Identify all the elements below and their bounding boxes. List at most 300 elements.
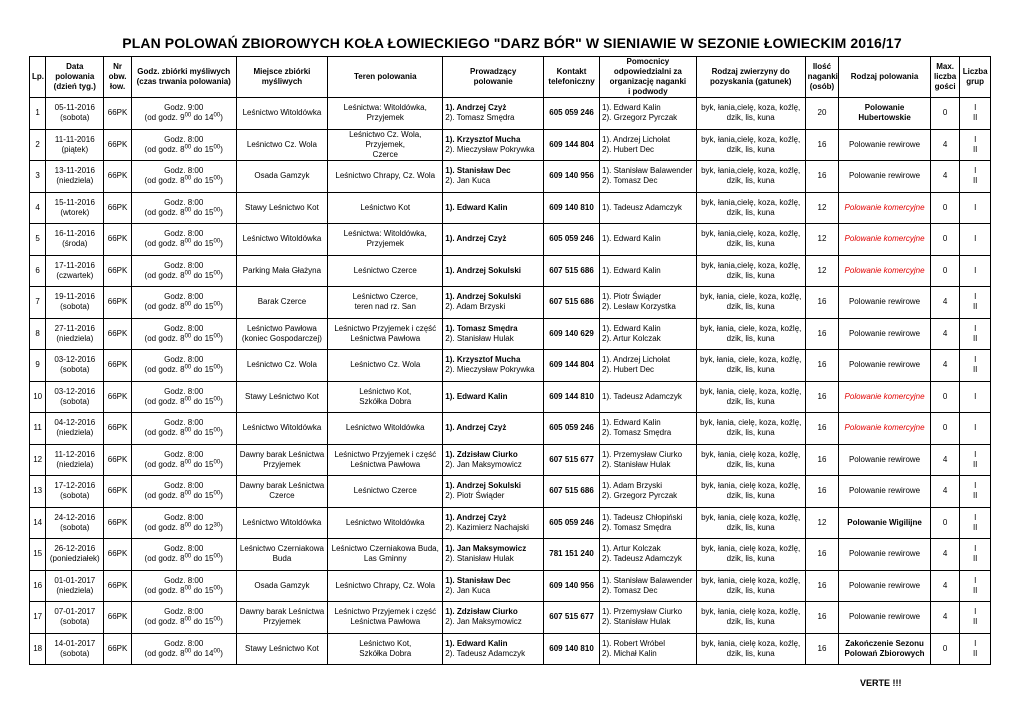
godz-range: (od godz. $8^{00}$ do $15^{00}$) — [144, 459, 223, 469]
cell-max-gosci: 0 — [930, 381, 960, 413]
cell-teren: Leśnictwo Przyjemek i część Leśnictwa Pawłowa — [328, 318, 443, 350]
godz-range: (od godz. $8^{00}$ do $15^{00}$) — [144, 144, 223, 154]
to-hour: 15 — [204, 302, 214, 312]
cell-pomocnicy — [600, 570, 697, 602]
table-row — [30, 318, 991, 350]
cell-godz — [131, 507, 236, 539]
cell-pomocnicy — [600, 287, 697, 319]
from-hour: 8 — [180, 491, 185, 501]
cell-nr: 66PK — [104, 476, 131, 508]
pomocnik-1: 1). Artur Kolczak — [602, 544, 661, 554]
cell-godz — [131, 539, 236, 571]
cell-nr: 66PK — [104, 287, 131, 319]
prowadzacy-1: 1). Krzysztof Mucha — [445, 355, 521, 365]
cell-liczba-grup: I II — [960, 476, 991, 508]
to-min: 00 — [213, 648, 221, 655]
pomocnik-2: 2). Grzegorz Pyrczak — [602, 113, 678, 123]
cell-lp: 8 — [30, 318, 46, 350]
to-hour: 15 — [204, 365, 214, 375]
cell-liczba-grup: I II — [960, 318, 991, 350]
header-rodzaj: Rodzaj polowania — [839, 57, 931, 98]
godz-range: (od godz. $8^{00}$ do $15^{00}$) — [144, 364, 223, 375]
day-text: (środa) — [62, 239, 88, 249]
cell-teren: Leśnictwa: Witoldówka, Przyjemek — [328, 98, 443, 130]
cell-miejsce: Leśnictwo Witoldówka — [236, 413, 328, 445]
from-min: 00 — [184, 144, 192, 151]
cell-max-gosci: 4 — [930, 129, 960, 161]
godz-range: (od godz. $8^{00}$ do $15^{00}$) — [144, 333, 223, 343]
prowadzacy-2: 2). Adam Brzyski — [445, 302, 506, 312]
cell-date — [46, 255, 104, 287]
cell-lp: 1 — [30, 98, 46, 130]
header-godz: Godz. zbiórki myśliwych (czas trwania polowania) — [131, 57, 236, 98]
pomocnik-1: 1). Tadeusz Adamczyk — [602, 391, 682, 401]
prowadzacy-2: 2). Mieczysław Pokrywka — [445, 144, 535, 154]
cell-lp: 14 — [30, 507, 46, 539]
prowadzacy-2: 2). Jan Maksymowicz — [445, 617, 522, 627]
prowadzacy-1: 1). Krzysztof Mucha — [445, 134, 521, 144]
cell-date — [46, 413, 104, 445]
pomocnik-2: 2). Lesław Korzystka — [602, 302, 676, 312]
cell-rodzaj: Polowanie rewirowe — [839, 444, 931, 476]
cell-nr: 66PK — [104, 350, 131, 382]
cell-rodzaj: Polowanie Wigilijne — [839, 507, 931, 539]
cell-teren: Leśnictwo Przyjemek i część Leśnictwa Pawłowa — [328, 444, 443, 476]
cell-rodzaj: Polowanie komercyjne — [839, 192, 931, 224]
to-hour: 15 — [204, 585, 214, 595]
cell-max-gosci: 4 — [930, 318, 960, 350]
date-text: 24-12-2016 — [54, 512, 96, 522]
day-text: (niedziela) — [56, 459, 94, 469]
to-min: 00 — [213, 616, 221, 623]
cell-lp: 7 — [30, 287, 46, 319]
cell-nr: 66PK — [104, 539, 131, 571]
cell-naganka: 16 — [805, 444, 839, 476]
pomocnik-2: 2). Grzegorz Pyrczak — [602, 491, 678, 501]
cell-miejsce: Stawy Leśnictwo Kot — [236, 381, 328, 413]
cell-liczba-grup: I II — [960, 129, 991, 161]
pomocnik-1: 1). Przemysław Ciurko — [602, 449, 683, 459]
cell-telefon: 605 059 246 — [544, 98, 600, 130]
cell-godz — [131, 161, 236, 193]
godz-range: (od godz. $8^{00}$ do $15^{00}$) — [144, 553, 223, 564]
cell-telefon: 605 059 246 — [544, 413, 600, 445]
from-hour: 8 — [180, 365, 185, 375]
cell-miejsce: Parking Mała Głażyna — [236, 255, 328, 287]
pomocnik-1: 1). Tadeusz Chłopiński — [602, 512, 683, 522]
pomocnik-2: 2). Stanisław Hulak — [602, 459, 671, 469]
cell-date — [46, 98, 104, 130]
godz-range: (od godz. $8^{00}$ do $12^{30}$) — [144, 522, 223, 532]
prowadzacy-1: 1). Andrzej Sokulski — [445, 292, 521, 302]
cell-liczba-grup: I — [960, 224, 991, 256]
cell-nr: 66PK — [104, 444, 131, 476]
cell-zwierzyna: byk, łania,cielę, koza, koźlę, dzik, lis, kuna — [696, 255, 805, 287]
cell-liczba-grup: I — [960, 255, 991, 287]
godz-range: (od godz. $8^{00}$ do $15^{00}$) — [144, 175, 223, 186]
prowadzacy-2: 2). Piotr Świąder — [445, 491, 505, 501]
cell-prowadzacy — [443, 476, 544, 508]
cell-telefon: 609 144 804 — [544, 350, 600, 382]
cell-rodzaj: Polowanie komercyjne — [839, 255, 931, 287]
cell-teren: Leśnictwo Chrapy, Cz. Wola — [328, 161, 443, 193]
cell-prowadzacy — [443, 318, 544, 350]
to-hour: 15 — [204, 207, 214, 217]
from-hour: 8 — [180, 554, 185, 564]
pomocnik-1: 1). Stanisław Balawender — [602, 575, 693, 585]
cell-rodzaj: Polowanie komercyjne — [839, 413, 931, 445]
header-teren: Teren polowania — [328, 57, 443, 98]
cell-date — [46, 570, 104, 602]
to-hour: 15 — [204, 176, 214, 186]
cell-rodzaj: Zakończenie Sezonu Polowań Zbiorowych — [839, 633, 931, 665]
cell-zwierzyna: byk, łania,cielę, koza, koźlę, dzik, lis, kuna — [696, 161, 805, 193]
cell-naganka: 16 — [805, 476, 839, 508]
cell-godz — [131, 318, 236, 350]
cell-nr: 66PK — [104, 570, 131, 602]
header-max-gosci: Max. liczba gości — [930, 57, 960, 98]
prowadzacy-1: 1). Andrzej Sokulski — [445, 481, 521, 491]
godz-text: Godz. 8:00 — [164, 575, 204, 585]
pomocnik-1: 1). Edward Kalin — [602, 234, 661, 244]
from-hour: 8 — [180, 648, 185, 658]
cell-zwierzyna: byk, łania, cielę koza, koźlę, dzik, lis, kuna — [696, 602, 805, 634]
cell-nr: 66PK — [104, 381, 131, 413]
table-row — [30, 444, 991, 476]
cell-godz — [131, 192, 236, 224]
cell-miejsce: Leśnictwo Cz. Wola — [236, 129, 328, 161]
table-row — [30, 98, 991, 130]
cell-teren: Leśnictwo Chrapy, Cz. Wola — [328, 570, 443, 602]
prowadzacy-1: 1). Andrzej Sokulski — [445, 265, 521, 275]
cell-pomocnicy — [600, 98, 697, 130]
cell-telefon: 607 515 686 — [544, 255, 600, 287]
date-text: 07-01-2017 — [54, 607, 96, 617]
to-hour: 15 — [204, 144, 214, 154]
godz-text: Godz. 8:00 — [164, 638, 204, 648]
day-text: (niedziela) — [56, 333, 94, 343]
pomocnik-2: 2). Tomasz Smędra — [602, 522, 672, 532]
from-hour: 8 — [180, 585, 185, 595]
godz-text: Godz. 8:00 — [164, 512, 204, 522]
cell-teren: Leśnictwo Kot — [328, 192, 443, 224]
pomocnik-2: 2). Stanisław Hulak — [602, 617, 671, 627]
cell-naganka: 16 — [805, 539, 839, 571]
prowadzacy-1: 1). Edward Kalin — [445, 202, 508, 212]
to-min: 00 — [213, 459, 221, 466]
cell-pomocnicy — [600, 318, 697, 350]
cell-nr: 66PK — [104, 161, 131, 193]
date-text: 27-11-2016 — [54, 323, 95, 333]
cell-miejsce: Stawy Leśnictwo Kot — [236, 192, 328, 224]
cell-pomocnicy — [600, 633, 697, 665]
to-min: 00 — [213, 112, 221, 119]
table-row — [30, 507, 991, 539]
cell-lp: 17 — [30, 602, 46, 634]
cell-telefon: 609 140 956 — [544, 161, 600, 193]
cell-naganka: 12 — [805, 507, 839, 539]
cell-zwierzyna: byk, łania, cielę koza, koźlę, dzik, lis, kuna — [696, 444, 805, 476]
header-liczba-grup: Liczba grup — [960, 57, 991, 98]
pomocnik-1: 1). Przemysław Ciurko — [602, 607, 683, 617]
pomocnik-2: 2). Hubert Dec — [602, 365, 655, 375]
cell-prowadzacy — [443, 350, 544, 382]
cell-max-gosci: 4 — [930, 570, 960, 602]
godz-range: (od godz. $8^{00}$ do $15^{00}$) — [144, 207, 223, 217]
to-min: 00 — [213, 490, 221, 497]
cell-rodzaj: Polowanie rewirowe — [839, 570, 931, 602]
table-row — [30, 129, 991, 161]
date-text: 05-11-2016 — [54, 103, 95, 113]
godz-text: Godz. 8:00 — [164, 197, 204, 207]
cell-nr: 66PK — [104, 224, 131, 256]
cell-miejsce: Leśnictwo Witoldówka — [236, 98, 328, 130]
cell-naganka: 16 — [805, 161, 839, 193]
from-min: 00 — [184, 648, 192, 655]
cell-lp: 9 — [30, 350, 46, 382]
pomocnik-2: 2). Hubert Dec — [602, 144, 655, 154]
cell-liczba-grup: I II — [960, 602, 991, 634]
pomocnik-2: 2). Tomasz Dec — [602, 585, 658, 595]
cell-liczba-grup: I — [960, 192, 991, 224]
pomocnik-2: 2). Tomasz Smędra — [602, 428, 672, 438]
day-text: (sobota) — [60, 302, 90, 312]
table-row — [30, 255, 991, 287]
cell-teren: Leśnictwa: Witoldówka, Przyjemek — [328, 224, 443, 256]
table-row — [30, 476, 991, 508]
from-hour: 9 — [180, 113, 185, 123]
cell-rodzaj: Polowanie rewirowe — [839, 318, 931, 350]
cell-liczba-grup: I II — [960, 161, 991, 193]
prowadzacy-1: 1). Zdzisław Ciurko — [445, 607, 518, 617]
cell-miejsce: Leśnictwo Witoldówka — [236, 507, 328, 539]
date-text: 11-11-2016 — [54, 134, 95, 144]
godz-text: Godz. 8:00 — [164, 544, 204, 554]
cell-teren: Leśnictwo Czerce — [328, 255, 443, 287]
godz-text: Godz. 8:00 — [164, 323, 204, 333]
cell-teren: Leśnictwo Witoldówka — [328, 507, 443, 539]
cell-naganka: 16 — [805, 129, 839, 161]
from-min: 00 — [184, 490, 192, 497]
to-hour: 15 — [204, 459, 214, 469]
cell-lp: 18 — [30, 633, 46, 665]
cell-miejsce: Leśnictwo Pawłowa (koniec Gospodarczej) — [236, 318, 328, 350]
cell-zwierzyna: byk, łania, ciele, koza, koźlę, dzik, lis, kuna — [696, 350, 805, 382]
godz-range: (od godz. $8^{00}$ do $15^{00}$) — [144, 270, 223, 280]
from-hour: 8 — [180, 428, 185, 438]
cell-miejsce: Dawny barak Leśnictwa Przyjemek — [236, 602, 328, 634]
cell-liczba-grup: I II — [960, 444, 991, 476]
cell-nr: 66PK — [104, 413, 131, 445]
cell-naganka: 12 — [805, 192, 839, 224]
cell-zwierzyna: byk, łania,cielę, koza, koźlę, dzik, lis, kuna — [696, 224, 805, 256]
to-min: 00 — [213, 270, 221, 277]
cell-max-gosci: 4 — [930, 476, 960, 508]
from-hour: 8 — [180, 270, 185, 280]
cell-lp: 11 — [30, 413, 46, 445]
pomocnik-1: 1). Tadeusz Adamczyk — [602, 202, 682, 212]
cell-max-gosci: 4 — [930, 539, 960, 571]
cell-prowadzacy — [443, 633, 544, 665]
cell-pomocnicy — [600, 539, 697, 571]
cell-prowadzacy — [443, 413, 544, 445]
cell-rodzaj: Polowanie rewirowe — [839, 287, 931, 319]
cell-liczba-grup: I II — [960, 633, 991, 665]
cell-lp: 10 — [30, 381, 46, 413]
date-text: 01-01-2017 — [54, 575, 96, 585]
pomocnik-2: 2). Michał Kalin — [602, 648, 657, 658]
table-row — [30, 192, 991, 224]
cell-zwierzyna: byk, łania,cielę, koza, koźlę, dzik, lis, kuna — [696, 98, 805, 130]
cell-nr: 66PK — [104, 129, 131, 161]
cell-prowadzacy — [443, 161, 544, 193]
cell-date — [46, 381, 104, 413]
day-text: (niedziela) — [56, 176, 94, 186]
header-prowadzacy: Prowadzący polowanie — [443, 57, 544, 98]
cell-telefon: 609 140 810 — [544, 192, 600, 224]
date-text: 04-12-2016 — [54, 418, 96, 428]
pomocnik-2: 2). Artur Kolczak — [602, 333, 661, 343]
day-text: (sobota) — [60, 522, 90, 532]
header-naganka: Ilość naganki (osób) — [805, 57, 839, 98]
cell-pomocnicy — [600, 192, 697, 224]
cell-rodzaj: Polowanie rewirowe — [839, 476, 931, 508]
cell-prowadzacy — [443, 129, 544, 161]
table-row — [30, 570, 991, 602]
godz-text: Godz. 8:00 — [164, 481, 204, 491]
cell-godz — [131, 381, 236, 413]
cell-zwierzyna: byk, łania, cielę koza, koźlę, dzik, lis, kuna — [696, 476, 805, 508]
cell-lp: 5 — [30, 224, 46, 256]
cell-prowadzacy — [443, 287, 544, 319]
from-min: 00 — [184, 207, 192, 214]
to-hour: 15 — [204, 270, 214, 280]
cell-miejsce: Dawny barak Leśnictwa Czerce — [236, 476, 328, 508]
godz-text: Godz. 8:00 — [164, 292, 204, 302]
cell-naganka: 16 — [805, 633, 839, 665]
cell-rodzaj: Polowanie Hubertowskie — [839, 98, 931, 130]
cell-prowadzacy — [443, 507, 544, 539]
cell-zwierzyna: byk, łania, cielę, koza, koźlę, dzik, lis, kuna — [696, 413, 805, 445]
godz-text: Godz. 8:00 — [164, 166, 204, 176]
date-text: 19-11-2016 — [54, 292, 95, 302]
cell-liczba-grup: I II — [960, 350, 991, 382]
cell-pomocnicy — [600, 413, 697, 445]
pomocnik-1: 1). Stanisław Balawender — [602, 166, 693, 176]
table-row — [30, 602, 991, 634]
cell-godz — [131, 444, 236, 476]
from-hour: 8 — [180, 459, 185, 469]
day-text: (niedziela) — [56, 428, 94, 438]
cell-lp: 13 — [30, 476, 46, 508]
from-min: 00 — [184, 553, 192, 560]
cell-date — [46, 287, 104, 319]
cell-max-gosci: 0 — [930, 224, 960, 256]
from-hour: 8 — [180, 396, 185, 406]
cell-teren: Leśnictwo Cz. Wola — [328, 350, 443, 382]
cell-date — [46, 539, 104, 571]
cell-telefon: 609 140 629 — [544, 318, 600, 350]
pomocnik-1: 1). Edward Kalin — [602, 418, 661, 428]
cell-rodzaj: Polowanie rewirowe — [839, 539, 931, 571]
pomocnik-2: 2). Tadeusz Adamczyk — [602, 554, 682, 564]
cell-rodzaj: Polowanie rewirowe — [839, 129, 931, 161]
table-row — [30, 350, 991, 382]
cell-rodzaj: Polowanie rewirowe — [839, 350, 931, 382]
cell-telefon: 607 515 677 — [544, 602, 600, 634]
cell-godz — [131, 476, 236, 508]
table-row — [30, 633, 991, 665]
to-hour: 15 — [204, 617, 214, 627]
to-hour: 15 — [204, 396, 214, 406]
cell-telefon: 609 144 810 — [544, 381, 600, 413]
cell-telefon: 605 059 246 — [544, 224, 600, 256]
godz-range: (od godz. $8^{00}$ do $15^{00}$) — [144, 616, 223, 627]
cell-teren: Leśnictwo Czerce — [328, 476, 443, 508]
cell-zwierzyna: byk, łania, cielę koza, koźlę, dzik, lis, kuna — [696, 633, 805, 665]
to-hour: 15 — [204, 554, 214, 564]
prowadzacy-1: 1). Stanisław Dec — [445, 575, 511, 585]
from-hour: 8 — [180, 617, 185, 627]
header-pomocnicy: Pomocnicy odpowiedzialni za organizację naganki i podwody — [600, 57, 697, 98]
cell-nr: 66PK — [104, 98, 131, 130]
cell-naganka: 16 — [805, 350, 839, 382]
cell-miejsce: Leśnictwo Cz. Wola — [236, 350, 328, 382]
cell-prowadzacy — [443, 539, 544, 571]
prowadzacy-1: 1). Edward Kalin — [445, 638, 508, 648]
pomocnik-2: 2). Tomasz Dec — [602, 176, 658, 186]
pomocnik-1: 1). Edward Kalin — [602, 103, 661, 113]
cell-godz — [131, 129, 236, 161]
table-row — [30, 413, 991, 445]
cell-prowadzacy — [443, 98, 544, 130]
to-hour: 15 — [204, 428, 214, 438]
from-min: 00 — [184, 522, 192, 529]
godz-text: Godz. 8:00 — [164, 386, 204, 396]
cell-max-gosci: 4 — [930, 161, 960, 193]
date-text: 16-11-2016 — [54, 229, 95, 239]
cell-nr: 66PK — [104, 318, 131, 350]
date-text: 13-11-2016 — [54, 166, 95, 176]
cell-date — [46, 507, 104, 539]
to-min: 00 — [213, 144, 221, 151]
cell-naganka: 16 — [805, 381, 839, 413]
prowadzacy-1: 1). Jan Maksymowicz — [445, 544, 527, 554]
header-miejsce: Miejsce zbiórki myśliwych — [236, 57, 328, 98]
date-text: 17-11-2016 — [54, 260, 95, 270]
cell-max-gosci: 4 — [930, 287, 960, 319]
day-text: (sobota) — [60, 113, 90, 123]
pomocnik-1: 1). Robert Wróbel — [602, 638, 666, 648]
cell-lp: 12 — [30, 444, 46, 476]
cell-pomocnicy — [600, 161, 697, 193]
cell-date — [46, 602, 104, 634]
cell-nr: 66PK — [104, 507, 131, 539]
godz-range: (od godz. $8^{00}$ do $15^{00}$) — [144, 396, 223, 406]
cell-godz — [131, 350, 236, 382]
cell-liczba-grup: I II — [960, 539, 991, 571]
from-min: 00 — [184, 364, 192, 371]
day-text: (sobota) — [60, 365, 90, 375]
date-text: 17-12-2016 — [54, 481, 96, 491]
prowadzacy-1: 1). Stanisław Dec — [445, 166, 511, 176]
prowadzacy-1: 1). Zdzisław Ciurko — [445, 449, 518, 459]
cell-lp: 4 — [30, 192, 46, 224]
cell-liczba-grup: I II — [960, 507, 991, 539]
cell-rodzaj: Polowanie rewirowe — [839, 602, 931, 634]
cell-lp: 16 — [30, 570, 46, 602]
from-min: 00 — [184, 616, 192, 623]
